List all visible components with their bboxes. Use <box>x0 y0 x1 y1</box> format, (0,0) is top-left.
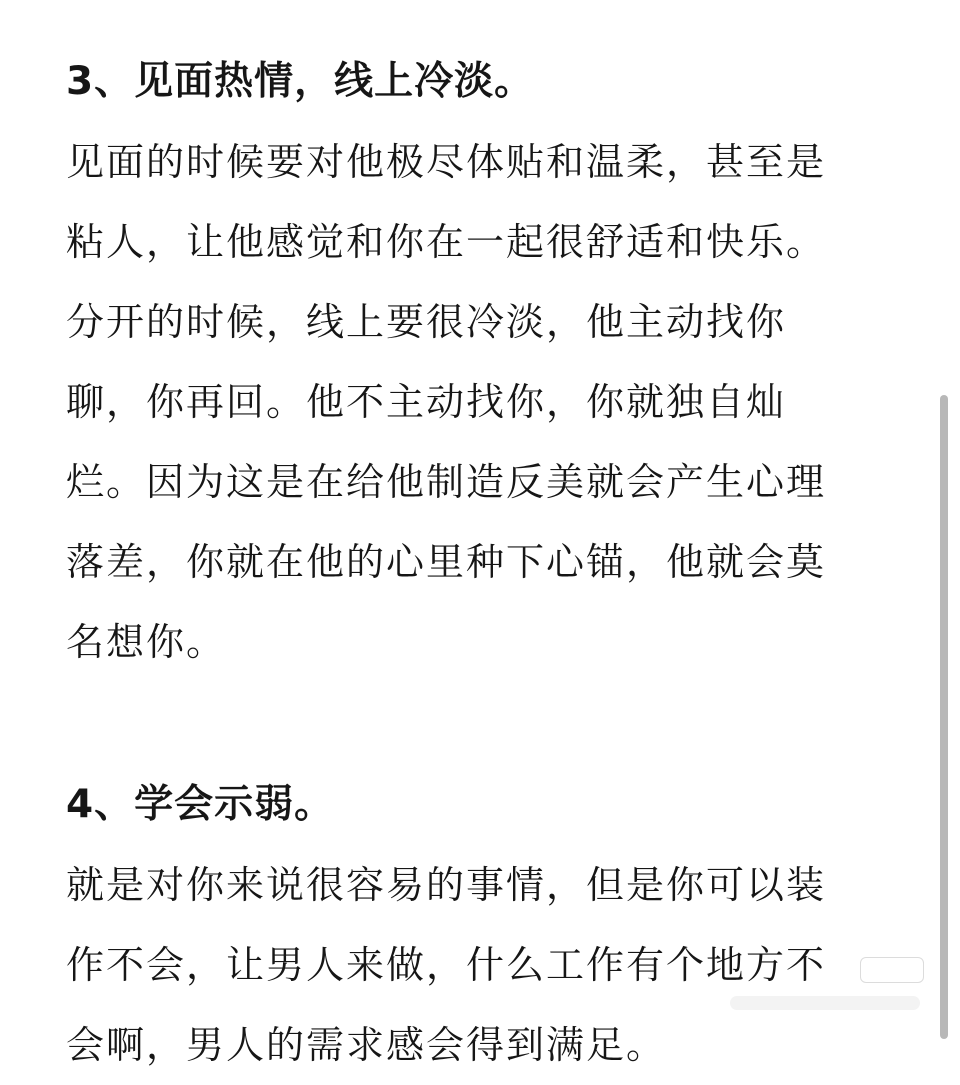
paragraph-line: 会啊，男人的需求感会得到满足。 <box>66 1023 667 1067</box>
watermark-strip <box>730 996 920 1010</box>
section-3-heading: 3、见面热情，线上冷淡。 <box>66 59 535 104</box>
paragraph-line: 烂。因为这是在给他制造反美就会产生心理 <box>66 460 827 504</box>
paragraph-line: 见面的时候要对他极尽体贴和温柔，甚至是 <box>66 140 827 184</box>
paragraph-line: 作不会，让男人来做，什么工作有个地方不 <box>66 943 827 987</box>
paragraph-line: 分开的时候，线上要很冷淡，他主动找你 <box>66 300 787 344</box>
paragraph-line: 落差，你就在他的心里种下心锚，他就会莫 <box>66 540 827 584</box>
section-4-heading: 4、学会示弱。 <box>66 782 335 827</box>
article-content <box>66 52 896 1085</box>
paragraph-line: 名想你。 <box>66 620 227 664</box>
scrollbar-thumb[interactable] <box>940 395 948 1039</box>
vertical-scrollbar[interactable] <box>940 395 950 1039</box>
section-4-paragraph <box>66 845 896 1085</box>
paragraph-line: 聊，你再回。他不主动找你，你就独自灿 <box>66 380 787 424</box>
paragraph-line: 就是对你来说很容易的事情，但是你可以装 <box>66 863 827 907</box>
section-3-paragraph <box>66 122 896 682</box>
paragraph-line: 粘人，让他感觉和你在一起很舒适和快乐。 <box>66 220 827 264</box>
section-3 <box>66 52 896 682</box>
watermark-logo <box>860 957 924 983</box>
